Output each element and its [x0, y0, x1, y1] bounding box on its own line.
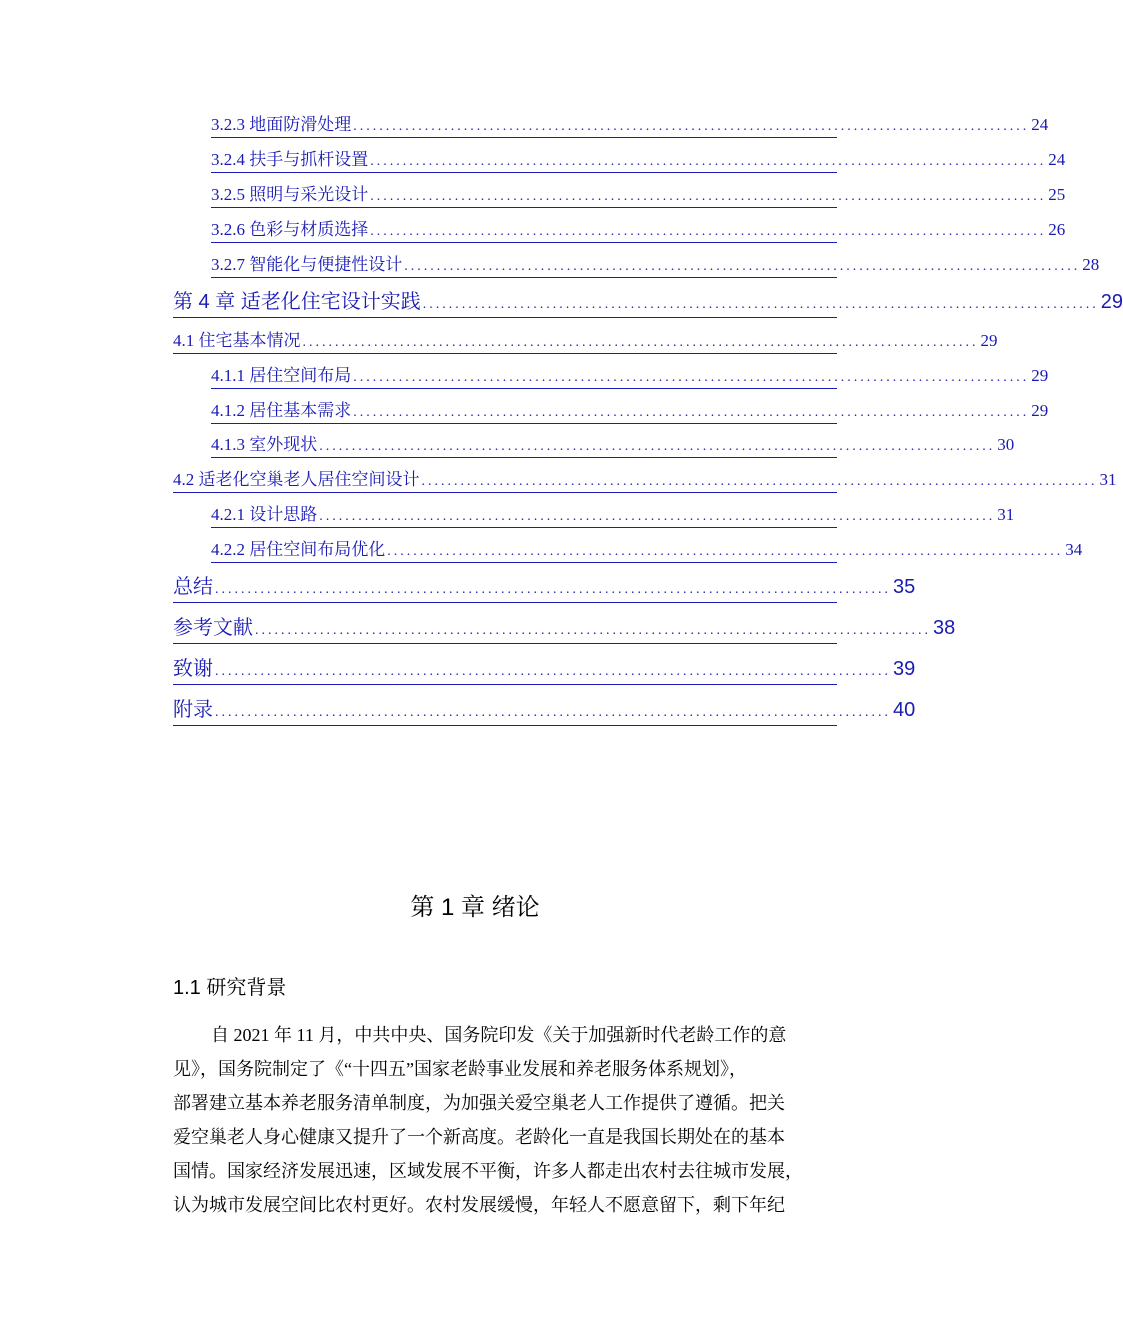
toc-leader-dots: ........................................................................................................: [319, 439, 996, 454]
toc-entry-title: 总结: [173, 576, 213, 598]
toc-leader-dots: ........................................................................................................: [353, 370, 1030, 385]
toc-entry-title: 4.2.1 设计思路: [211, 505, 318, 524]
toc-entry-page: 29: [1031, 366, 1049, 385]
toc-leader-dots: ........................................................................................................: [215, 582, 891, 597]
body-paragraph: [173, 1018, 853, 1222]
toc-entry[interactable]: [211, 115, 1049, 138]
toc-entry-page: 24: [1031, 115, 1049, 134]
toc-leader-dots: ........................................................................................................: [387, 544, 1064, 559]
toc-entry-page: 38: [933, 617, 956, 639]
toc-entry[interactable]: [211, 540, 1083, 563]
toc-leader-dots: ........................................................................................................: [215, 705, 891, 720]
paragraph-line: 见》，国务院制定了《“十四五”国家老龄事业发展和养老服务体系规划》，: [173, 1059, 747, 1079]
toc-entry[interactable]: [211, 185, 1066, 208]
toc-entry-chapter[interactable]: [173, 575, 916, 603]
toc-entry-title: 4.1.2 居住基本需求: [211, 401, 352, 420]
toc-entry-title: 4.2 适老化空巢老人居住空间设计: [173, 470, 420, 489]
section-title: 1.1 研究背景: [173, 977, 287, 999]
toc-entry-title: 4.1.3 室外现状: [211, 435, 318, 454]
toc-entry[interactable]: [211, 366, 1049, 389]
toc-entry-page: 31: [1099, 470, 1117, 489]
toc-entry-page: 34: [1065, 540, 1083, 559]
toc-entry-chapter[interactable]: [173, 290, 1123, 318]
toc-entry-title: 3.2.3 地面防滑处理: [211, 115, 352, 134]
toc-entry-title: 4.1.1 居住空间布局: [211, 366, 352, 385]
toc-leader-dots: ........................................................................................................: [353, 119, 1030, 134]
toc-entry-title: 4.1 住宅基本情况: [173, 331, 301, 350]
toc-entry-title: 3.2.7 智能化与便捷性设计: [211, 255, 403, 274]
toc-leader-dots: ........................................................................................................: [422, 297, 1099, 312]
toc-leader-dots: ........................................................................................................: [370, 224, 1047, 239]
toc-leader-dots: ........................................................................................................: [421, 474, 1098, 489]
toc-entry-page: 35: [893, 576, 916, 598]
toc-entry[interactable]: [211, 220, 1066, 243]
toc-entry-title: 致谢: [173, 658, 213, 680]
toc-entry-page: 24: [1048, 150, 1066, 169]
toc-entry-section[interactable]: [173, 470, 1117, 493]
toc-leader-dots: ........................................................................................................: [319, 509, 996, 524]
chapter-title: 第 1 章 绪论: [410, 894, 540, 921]
toc-entry-page: 29: [1031, 401, 1049, 420]
toc-entry-page: 29: [1100, 291, 1123, 313]
paragraph-line: 爱空巢老人身心健康又提升了一个新高度。老龄化一直是我国长期处在的基本: [173, 1127, 785, 1147]
toc-entry-title: 3.2.4 扶手与抓杆设置: [211, 150, 369, 169]
paragraph-line: 认为城市发展空间比农村更好。农村发展缓慢，年轻人不愿意留下，剩下年纪: [173, 1195, 785, 1215]
toc-entry-section[interactable]: [173, 331, 998, 354]
toc-entry-page: 30: [997, 435, 1015, 454]
toc-entry-page: 39: [893, 658, 916, 680]
toc-entry[interactable]: [211, 255, 1100, 278]
toc-leader-dots: ........................................................................................................: [255, 623, 931, 638]
toc-entry[interactable]: [211, 150, 1066, 173]
toc-entry-title: 4.2.2 居住空间布局优化: [211, 540, 386, 559]
toc-entry-page: 40: [893, 699, 916, 721]
paragraph-line: 部署建立基本养老服务清单制度，为加强关爱空巢老人工作提供了遵循。把关: [173, 1093, 785, 1113]
toc-entry-title: 3.2.6 色彩与材质选择: [211, 220, 369, 239]
toc-entry-title: 参考文献: [173, 617, 253, 639]
toc-leader-dots: ........................................................................................................: [302, 335, 979, 350]
paragraph-line: 自 2021 年 11 月，中共中央、国务院印发《关于加强新时代老龄工作的意: [211, 1025, 787, 1045]
toc-entry-page: 31: [997, 505, 1015, 524]
toc-entry-page: 28: [1082, 255, 1100, 274]
paragraph-line: 国情。国家经济发展迅速，区域发展不平衡，许多人都走出农村去往城市发展，: [173, 1161, 803, 1181]
toc-leader-dots: ........................................................................................................: [215, 664, 891, 679]
toc-entry-chapter[interactable]: [173, 616, 956, 644]
toc-entry-title: 3.2.5 照明与采光设计: [211, 185, 369, 204]
toc-entry-title: 第 4 章 适老化住宅设计实践: [173, 291, 421, 313]
toc-entry-chapter[interactable]: [173, 698, 916, 726]
toc-entry-page: 25: [1048, 185, 1066, 204]
toc-leader-dots: ........................................................................................................: [404, 259, 1081, 274]
toc-entry-page: 29: [980, 331, 998, 350]
toc-leader-dots: ........................................................................................................: [370, 189, 1047, 204]
toc-entry[interactable]: [211, 401, 1049, 424]
toc-leader-dots: ........................................................................................................: [370, 154, 1047, 169]
toc-entry[interactable]: [211, 505, 1015, 528]
toc-entry-title: 附录: [173, 699, 213, 721]
toc-leader-dots: ........................................................................................................: [353, 405, 1030, 420]
toc-entry-page: 26: [1048, 220, 1066, 239]
toc-entry-chapter[interactable]: [173, 657, 916, 685]
toc-entry[interactable]: [211, 435, 1015, 458]
